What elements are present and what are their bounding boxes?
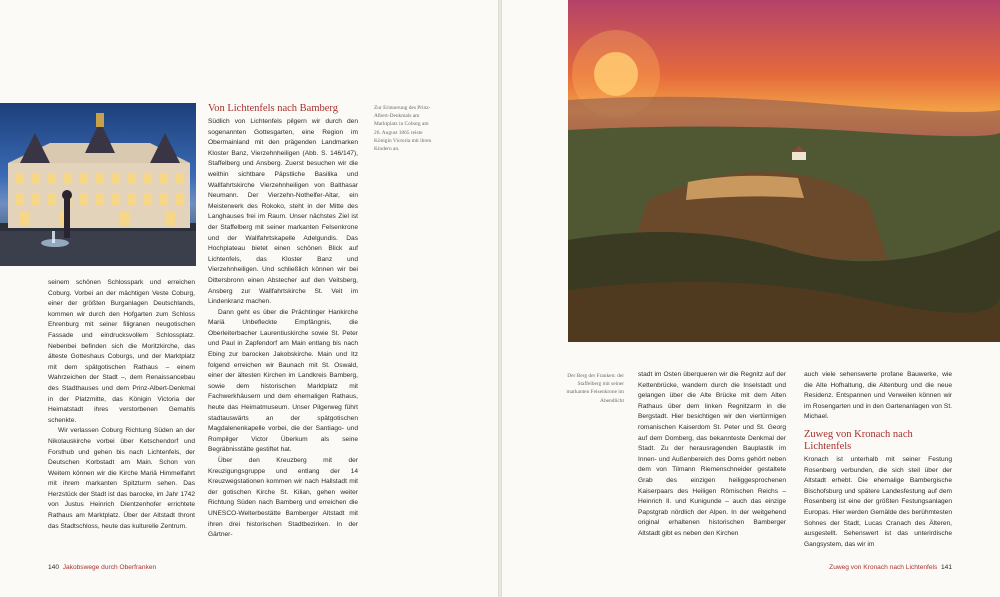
paragraph: Südlich von Lichtenfels pilgern wir durch den sogenannten Gottesgarten, eine Region im Obermainland mit den prägenden Landmarken Kloster Banz, Vierzehnheiligen (Abb. S. 146/147), Staffelberg und Ansberg. Zuerst besuchen wir die weithin sichtbare Päpstliche Basilika und Wallfahrtskirche Vierzehnheiligen von Balthasar Neumann. Der Vierzehn-Nothelfer-Altar, ein Meisterwerk des Rokoko, steht in der Mitte des Langhauses frei im Raum. Unser nächstes Ziel ist der Staffelberg mit seiner markanten Felsenkrone und der Wallfahrtskapelle Adelgundis. Das Hochplateau bietet einen schönen Blick auf Lichtenfels, das Kloster Banz und Vierzehnheiligen. Und schließlich können wir bei Dittersbronn einen Abstecher auf den Veitsberg, Ansberg zur Wallfahrtskirche St. Veit im Lindenkranz machen.: [208, 118, 358, 306]
paragraph: Wir verlassen Coburg Richtung Süden an der Nikolauskirche vorbei über Ketschendorf und Forsthub und gehen bis nach Lichtenfels, der Deutschen Korbstadt am Main. Schon von Weitem können wir die Kirche Mariä Himmelfahrt mit ihrem markanten Spitzturm sehen. Das Herzstück der Stadt ist das barocke, im Jahr 1742 von Justus Heinrich Dientzenhofer errichtete Rathaus am Marktplatz. Über der Altstadt thront das Stadtschloss, heute das kulturelle Zentrum.: [48, 427, 195, 530]
section-heading-kronach-lichtenfels: Zuweg von Kronach nach Lichtenfels: [804, 428, 913, 452]
left-page: [0, 0, 498, 597]
coburg-palace-photo: [0, 103, 196, 266]
paragraph: seinem schönen Schlosspark und erreichen Coburg. Vorbei an der mächtigen Veste Coburg, einer der größten Burganlagen Deutschlands, kommen wir durch den Hofgarten zum Schloss Ehrenburg mit seiner filigranen neugotischen Fassade und eindrucksvollem Schlossplatz. Nebenbei befinden sich die Moritzkirche, das älteste Gotteshaus Coburgs, und der Marktplatz mit dem spätgotischen Rathaus – einem Wahrzeichen der Stadt –, dem Renaissancebau des Stadthauses und dem Prinz-Albert-Denkmal in der Platzmitte, das Königin Victoria der Heimatstadt ihres verstorbenen Gemahls schenkte.: [48, 279, 195, 424]
page-number: 141: [940, 564, 952, 571]
paragraph: Dann geht es über die Prächtinger Hankirche Mariä Unbefleckte Empfängnis, die Oberleiterbacher Laurentiuskirche sowie St. Peter und Paul in Zapfendorf am Main entlang bis nach Ebing zur barocken Jakobskirche. Main und Itz folgend erreichen wir Baunach mit St. Oswald, einer der ältesten Kirchen im Landkreis Bamberg, sowie dem historischen Marktplatz mit Fachwerkhäusern und dem ehemaligen Rathaus, heute das Heimatmuseum. Unser Pilgerweg führt stadtauswärts an der spätgotischen Magdalenenkapelle vorbei, die der Santiago- und Rompilger Victor Überkum als seine Begräbnisstätte gestiftet hat.: [208, 308, 358, 454]
paragraph: stadt im Osten überqueren wir die Regnitz auf der Kettenbrücke, wandern durch die Inselstadt und gelangen über die Alte Brücke mit dem Alten Rathaus über dem linken Regnitzarm in die Bergstadt. Hier besichtigen wir den viertürmigen romanischen Kaiserdom St. Peter und St. Georg auf dem Domberg, das bekannteste Denkmal der Stadt. Zu der herausragenden Bauplastik im Innen- und Außenbereich des Doms gehört neben dem von Tilmann Riemenschneider gestaltete Grab des einzigen heiliggesprochenen Kaiserpaars des Heiligen Römischen Reichs – Heinrich II. und Kunigunde – auch das einzige Papstgrab nördlich der Alpen. In der weitgehend original erhaltenen historischen Bamberger Altstadt gibt es neben den Kirchen: [638, 371, 786, 537]
left-column-2: [208, 103, 358, 541]
paragraph: auch viele sehenswerte profane Bauwerke, wie die Alte Hofhaltung, die Altenburg und die neue Residenz. Entspannen und Verweilen können wir im Rosengarten und in den Gartenanlagen von St. Michael.: [804, 371, 952, 421]
paragraph: Kronach ist unterhalb mit seiner Festung Rosenberg verbunden, die sich steil über der Altstadt erhebt. Die ehemalige Bambergische Bischofsburg und spätere Landesfestung auf dem Rosenberg ist eine der größten Festungsanlagen Europas. Hier werden Gemälde des berühmtesten Sohnes der Stadt, Lucas Cranach des Älteren, ausgestellt. Sehenswert ist das unterirdische Gangsystem, das wir im: [804, 455, 952, 548]
right-column-2: [804, 370, 952, 550]
left-folio: [48, 564, 156, 571]
right-column-1: [638, 370, 786, 540]
staffelberg-sunset-photo: [568, 0, 1000, 342]
paragraph: Über den Kreuzberg mit der Kreuzigungsgruppe und entlang der 14 Kreuzwegstationen kommen wir nach Hallstadt mit der gotischen Kirche St. Kilian, gehen weiter Richtung Süden nach Bamberg und erreichen die UNESCO-Welterbestätte Bamberger Altstadt mit ihren drei historischen Stadtbezirken. In der Gärtner-: [208, 457, 358, 539]
coburg-caption: Zur Erinnerung des Prinz-Albert-Denkmals am Marktplatz in Coburg am 26. August 1865 reiste Königin Victoria mit ihren Kindern an.: [374, 105, 432, 153]
running-title: Jakobswege durch Oberfranken: [62, 564, 157, 571]
right-folio: [802, 564, 952, 571]
section-heading-lichtenfels-bamberg: Von Lichtenfels nach Bamberg: [208, 103, 338, 114]
page-number: 140: [48, 564, 60, 571]
staffelberg-caption: Der Berg der Franken: der Staffelberg mit seiner markanten Felsenkrone im Abendlicht: [566, 373, 624, 404]
running-title: Zuweg von Kronach nach Lichtenfels: [829, 564, 938, 571]
left-column-1: [48, 278, 195, 532]
